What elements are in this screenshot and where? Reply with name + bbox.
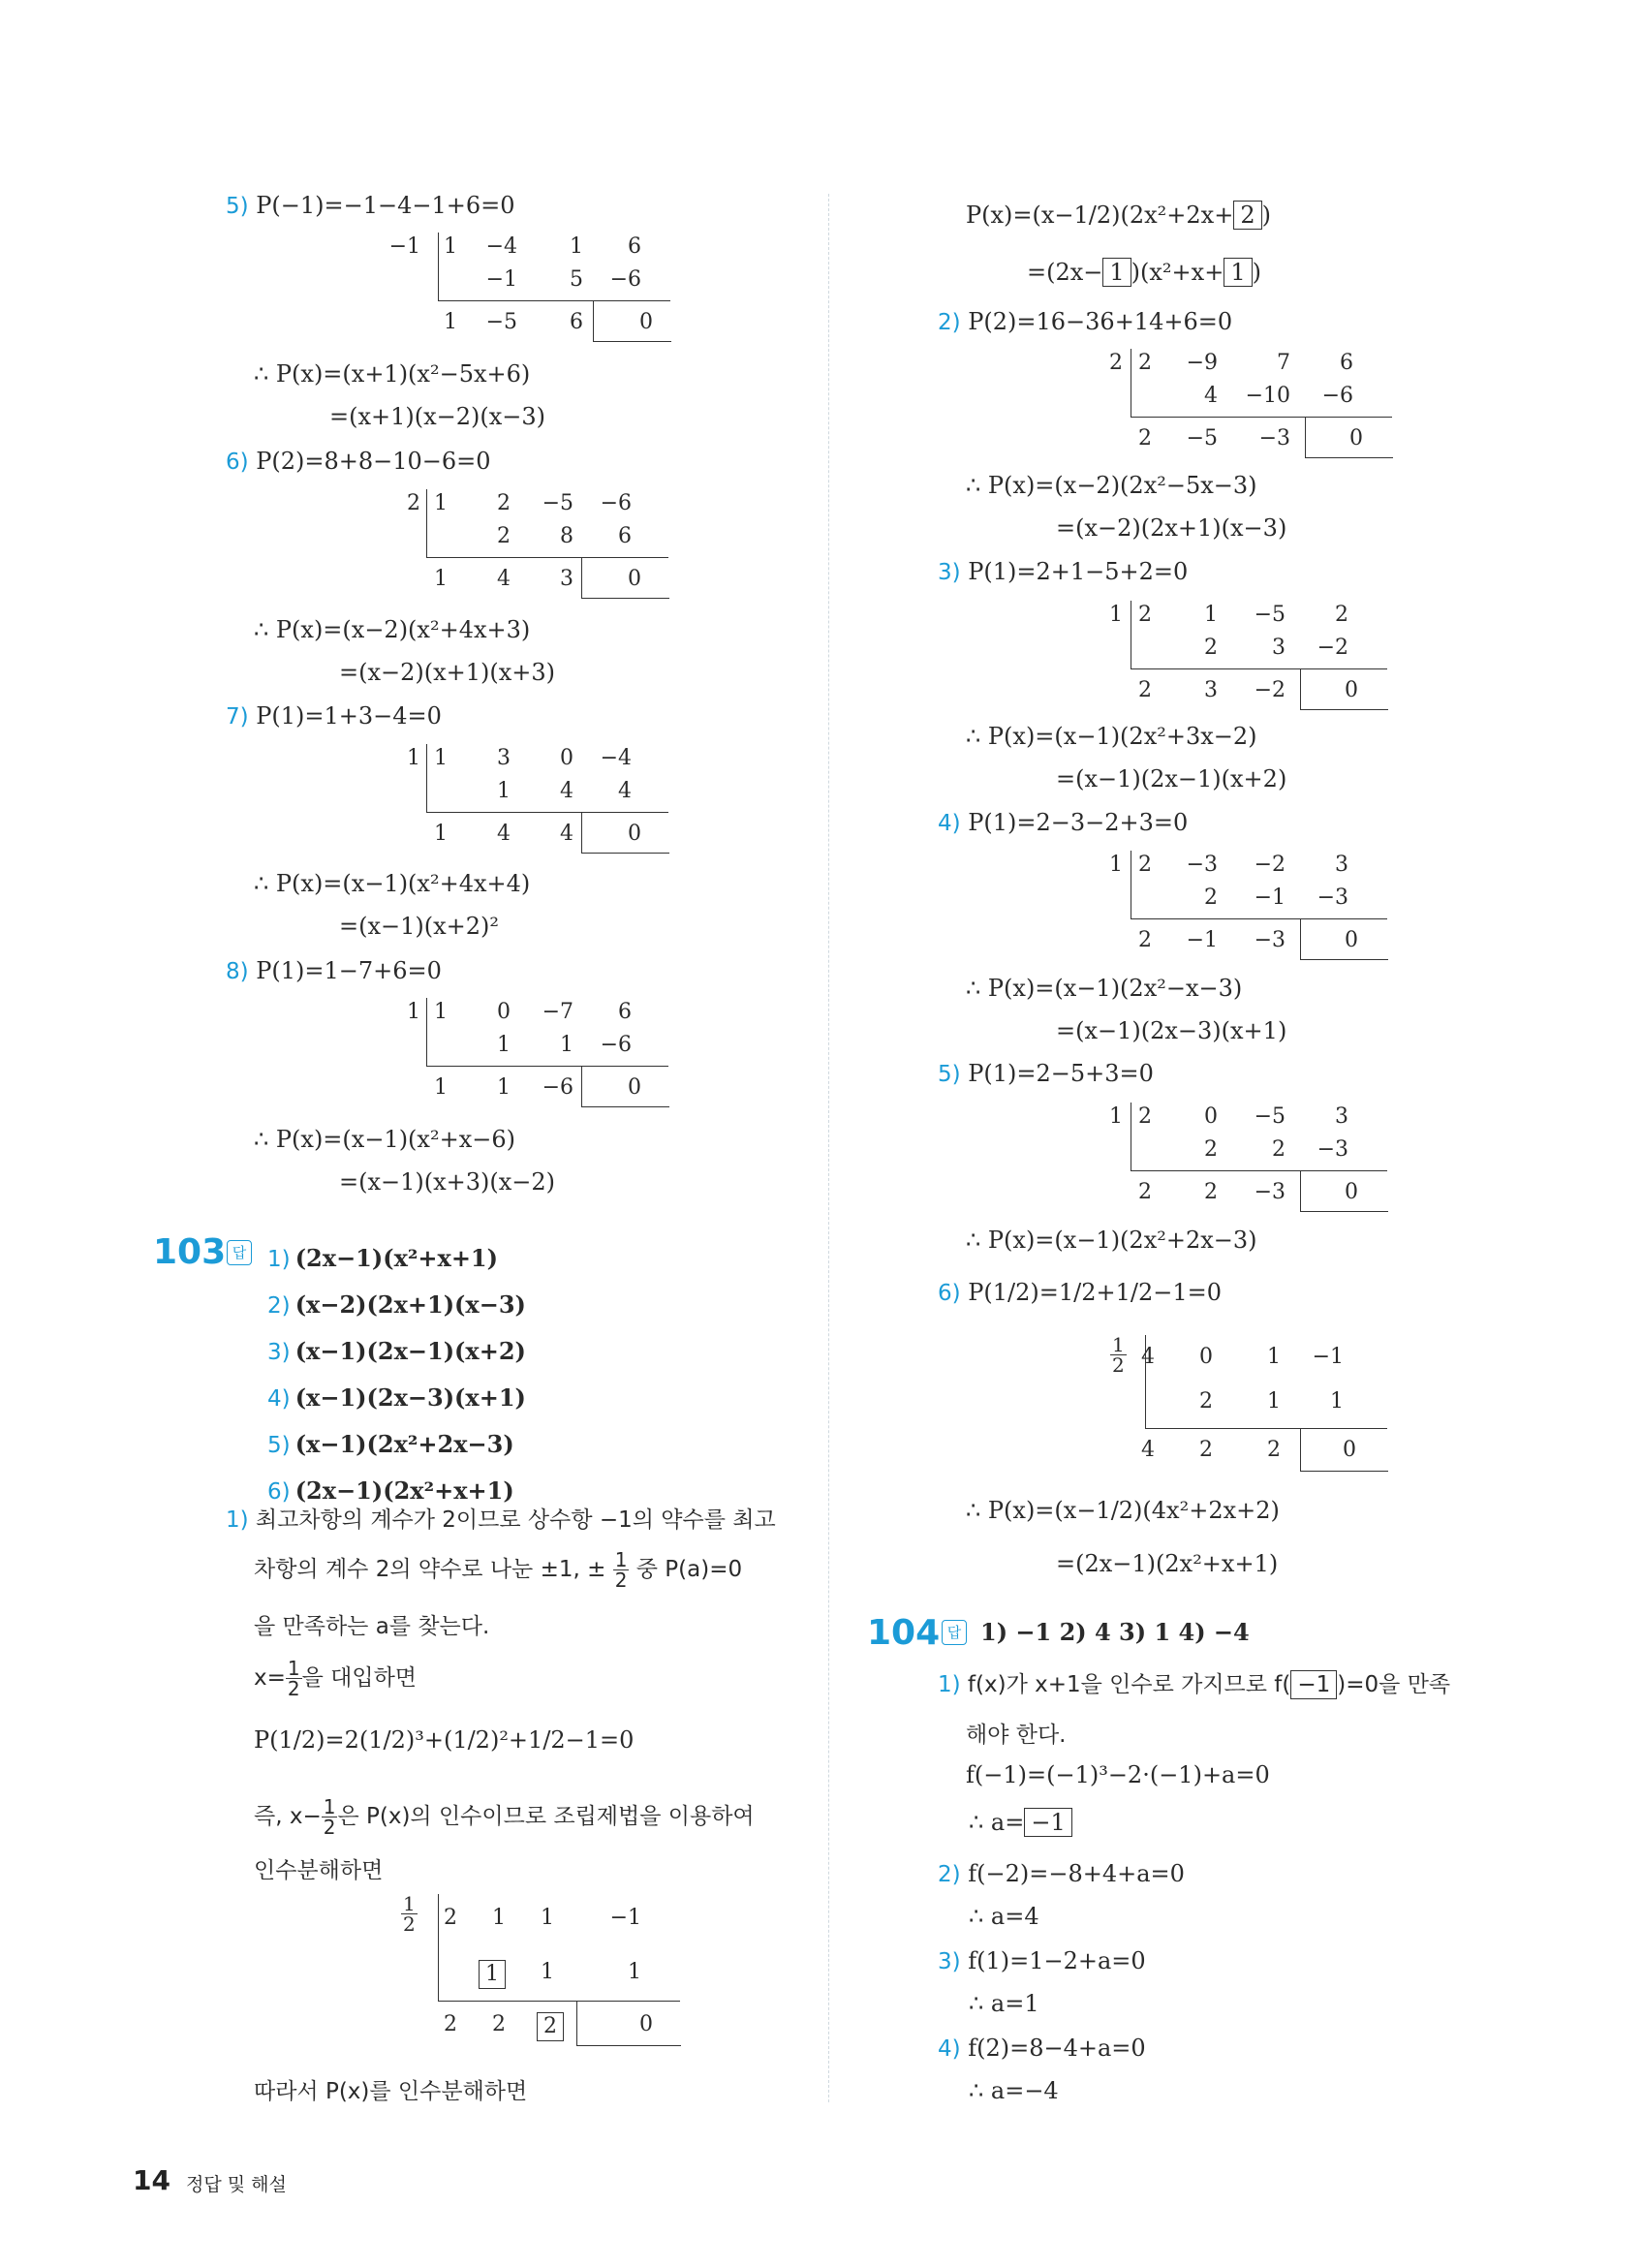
exp103-line5: P(1/2)=2(1/2)³+(1/2)²+1/2−1=0 bbox=[254, 1726, 635, 1754]
right-p3-res2: =(x−1)(2x−1)(x+2) bbox=[1056, 765, 1287, 792]
right-p3-res1: ∴ P(x)=(x−1)(2x²+3x−2) bbox=[966, 723, 1257, 750]
left-p6-res1: ∴ P(x)=(x−2)(x²+4x+3) bbox=[254, 616, 531, 643]
question-number-104: 104 bbox=[867, 1613, 941, 1653]
right-top-line2: =(2x− 1 )(x²+x+ 1 ) bbox=[1027, 259, 1261, 286]
exp104-line1: 1) f(x)가 x+1을 인수로 가지므로 f( −1 )=0을 만족 bbox=[938, 1672, 1451, 1697]
right-p2-res2: =(x−2)(2x+1)(x−3) bbox=[1056, 514, 1287, 542]
answer-tag-104: 답 bbox=[942, 1620, 967, 1645]
left-p7-res1: ∴ P(x)=(x−1)(x²+4x+4) bbox=[254, 870, 531, 897]
left-p5-res1: ∴ P(x)=(x+1)(x²−5x+6) bbox=[254, 360, 531, 388]
right-p6-res2: =(2x−1)(2x²+x+1) bbox=[1056, 1550, 1279, 1577]
answer-103-6: 6) (2x−1)(2x²+x+1) bbox=[267, 1476, 514, 1505]
page-number: 14 bbox=[133, 2164, 170, 2196]
exp103-line8: 따라서 P(x)를 인수분해하면 bbox=[254, 2079, 528, 2104]
answer-tag-103: 답 bbox=[227, 1240, 252, 1265]
exp104-line2: 해야 한다. bbox=[966, 1723, 1067, 1748]
right-p6-eq: 6) P(1/2)=1/2+1/2−1=0 bbox=[938, 1279, 1222, 1306]
exp103-line1: 1) 최고차항의 계수가 2이므로 상수항 −1의 약수를 최고 bbox=[226, 1507, 776, 1533]
right-p5-res1: ∴ P(x)=(x−1)(2x²+2x−3) bbox=[966, 1227, 1257, 1254]
page-footer-title: 정답 및 해설 bbox=[186, 2174, 287, 2195]
left-p7-res2: =(x−1)(x+2)² bbox=[339, 913, 500, 940]
question-number-103: 103 bbox=[153, 1232, 227, 1272]
exp104-eq1: f(−1)=(−1)³−2·(−1)+a=0 bbox=[966, 1761, 1270, 1788]
answer-103-4: 4) (x−1)(2x−3)(x+1) bbox=[267, 1383, 526, 1412]
answer-103-3: 3) (x−1)(2x−1)(x+2) bbox=[267, 1337, 526, 1365]
answer-103-5: 5) (x−1)(2x²+2x−3) bbox=[267, 1430, 514, 1458]
column-divider bbox=[828, 194, 829, 2102]
answer-103-2: 2) (x−2)(2x+1)(x−3) bbox=[267, 1290, 526, 1319]
exp104-eq2: 2) f(−2)=−8+4+a=0 bbox=[938, 1860, 1185, 1887]
left-p6-eq: 6) P(2)=8+8−10−6=0 bbox=[226, 448, 491, 475]
left-p5-eq: 5) P(−1)=−1−4−1+6=0 bbox=[226, 192, 515, 219]
exp103-line7: 인수분해하면 bbox=[254, 1858, 384, 1883]
right-p5-eq: 5) P(1)=2−5+3=0 bbox=[938, 1060, 1154, 1087]
exp104-eq4: 4) f(2)=8−4+a=0 bbox=[938, 2035, 1146, 2062]
exp104-eq3: 3) f(1)=1−2+a=0 bbox=[938, 1947, 1146, 1974]
right-p6-res1: ∴ P(x)=(x−1/2)(4x²+2x+2) bbox=[966, 1497, 1280, 1524]
exp104-res4: ∴ a=−4 bbox=[969, 2077, 1059, 2104]
exp103-line2: 차항의 계수 2의 약수로 나눈 ±1, ± $\frac{1}{2}$ 중 P(a)=0 bbox=[254, 1548, 743, 1592]
exp103-line3: 을 만족하는 a를 찾는다. bbox=[254, 1614, 490, 1639]
exp103-line4: x= $\frac{1}{2}$ 을 대입하면 bbox=[254, 1657, 418, 1700]
right-p4-eq: 4) P(1)=2−3−2+3=0 bbox=[938, 809, 1189, 836]
right-p4-res1: ∴ P(x)=(x−1)(2x²−x−3) bbox=[966, 975, 1243, 1002]
right-top-line1: P(x)=(x−1/2)(2x²+2x+ 2 ) bbox=[966, 202, 1271, 229]
right-p2-res1: ∴ P(x)=(x−2)(2x²−5x−3) bbox=[966, 472, 1257, 499]
left-p8-res2: =(x−1)(x+3)(x−2) bbox=[339, 1168, 556, 1196]
left-p5-res2: =(x+1)(x−2)(x−3) bbox=[329, 403, 546, 430]
right-p3-eq: 3) P(1)=2+1−5+2=0 bbox=[938, 558, 1189, 585]
exp103-line6: 즉, x− $\frac{1}{2}$ 은 P(x)의 인수이므로 조립제법을 이용하여 bbox=[254, 1795, 755, 1839]
answer-103-1: 1) (2x−1)(x²+x+1) bbox=[267, 1244, 498, 1272]
right-p4-res2: =(x−1)(2x−3)(x+1) bbox=[1056, 1017, 1287, 1044]
left-p8-eq: 8) P(1)=1−7+6=0 bbox=[226, 957, 442, 984]
exp104-res1: ∴ a= −1 bbox=[969, 1808, 1072, 1837]
answers-104: 1) −1 2) 4 3) 1 4) −4 bbox=[980, 1618, 1250, 1646]
exp104-res2: ∴ a=4 bbox=[969, 1903, 1039, 1930]
right-p2-eq: 2) P(2)=16−36+14+6=0 bbox=[938, 308, 1233, 335]
answers-103 bbox=[267, 1236, 526, 1515]
left-p6-res2: =(x−2)(x+1)(x+3) bbox=[339, 659, 556, 686]
left-p7-eq: 7) P(1)=1+3−4=0 bbox=[226, 702, 442, 730]
left-p8-res1: ∴ P(x)=(x−1)(x²+x−6) bbox=[254, 1126, 515, 1153]
exp104-res3: ∴ a=1 bbox=[969, 1990, 1039, 2017]
